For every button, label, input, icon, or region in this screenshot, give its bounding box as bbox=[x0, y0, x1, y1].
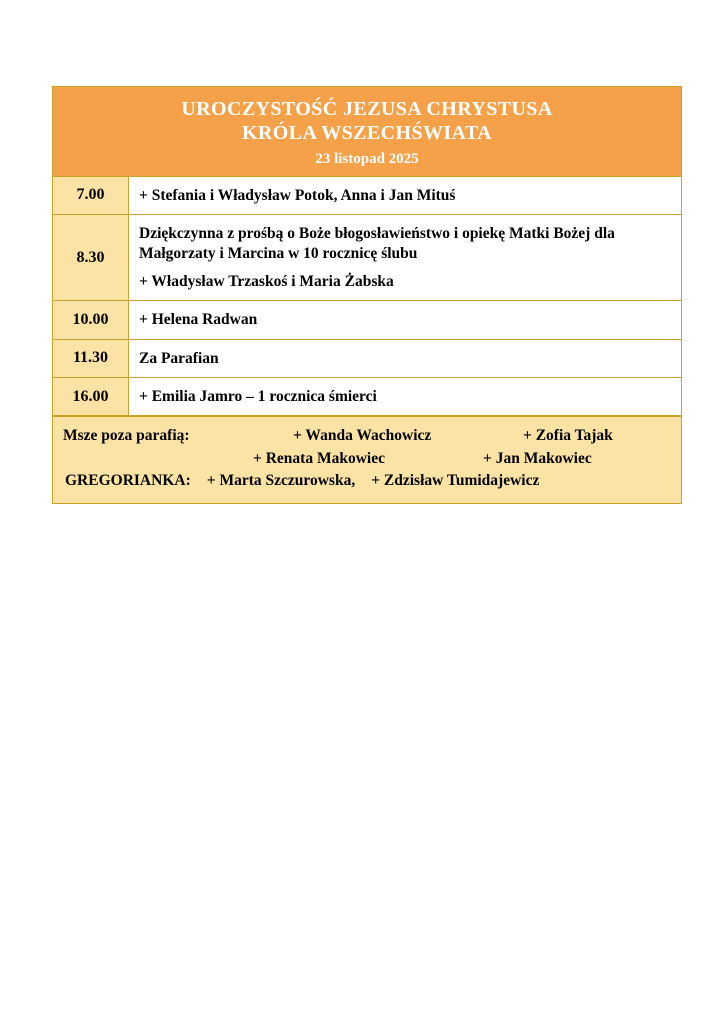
mass-time: 11.30 bbox=[53, 340, 129, 377]
mass-intention-primary: + Stefania i Władysław Potok, Anna i Jan Mituś bbox=[139, 186, 456, 204]
gregorian-label: GREGORIANKA: bbox=[65, 472, 191, 490]
schedule-header bbox=[53, 87, 681, 177]
spacer bbox=[355, 470, 371, 492]
table-row bbox=[53, 301, 681, 339]
schedule-date: 23 listopad 2025 bbox=[315, 150, 419, 167]
outside-masses-line-1 bbox=[63, 425, 671, 447]
gregorian-name-2: + Zdzisław Tumidajewicz bbox=[371, 472, 540, 490]
mass-schedule-table bbox=[52, 86, 682, 504]
mass-intention bbox=[129, 177, 681, 214]
mass-intention-primary: Dziękczynna z prośbą o Boże błogosławieństwo i opiekę Matki Bożej dla Małgorzaty i Marcina w 10 rocznicę ślubu bbox=[139, 225, 615, 262]
outside-mass-name-1: + Wanda Wachowicz bbox=[293, 427, 432, 445]
outside-mass-name-4: + Jan Makowiec bbox=[483, 449, 592, 467]
outside-mass-name-2: + Zofia Tajak bbox=[523, 427, 613, 445]
table-row bbox=[53, 378, 681, 416]
schedule-footer bbox=[53, 416, 681, 502]
outside-mass-name-3: + Renata Makowiec bbox=[253, 449, 385, 467]
mass-time: 8.30 bbox=[53, 215, 129, 300]
mass-intention bbox=[129, 340, 681, 377]
mass-time: 7.00 bbox=[53, 177, 129, 214]
mass-intention-primary: Za Parafian bbox=[139, 349, 219, 367]
page-title-line2: KRÓLA WSZECHŚWIATA bbox=[241, 122, 493, 145]
mass-intention bbox=[129, 215, 681, 300]
gregorian-name-1: + Marta Szczurowska, bbox=[206, 472, 356, 490]
table-row bbox=[53, 340, 681, 378]
mass-intention-secondary: + Władysław Trzaskoś i Maria Żabska bbox=[139, 272, 394, 290]
mass-intention bbox=[129, 378, 681, 415]
table-row bbox=[53, 215, 681, 301]
gregorian-masses-line bbox=[63, 470, 671, 492]
mass-time: 10.00 bbox=[53, 301, 129, 338]
page-title-line1: UROCZYSTOŚĆ JEZUSA CHRYSTUSA bbox=[181, 98, 553, 120]
mass-intention-primary: + Helena Radwan bbox=[139, 311, 258, 329]
spacer bbox=[191, 470, 207, 492]
mass-time: 16.00 bbox=[53, 378, 129, 415]
outside-masses-label: Msze poza parafią: bbox=[63, 427, 190, 445]
mass-intention bbox=[129, 301, 681, 338]
mass-intention-primary: + Emilia Jamro – 1 rocznica śmierci bbox=[139, 388, 377, 406]
outside-masses-line-2 bbox=[63, 448, 671, 470]
table-row bbox=[53, 177, 681, 215]
